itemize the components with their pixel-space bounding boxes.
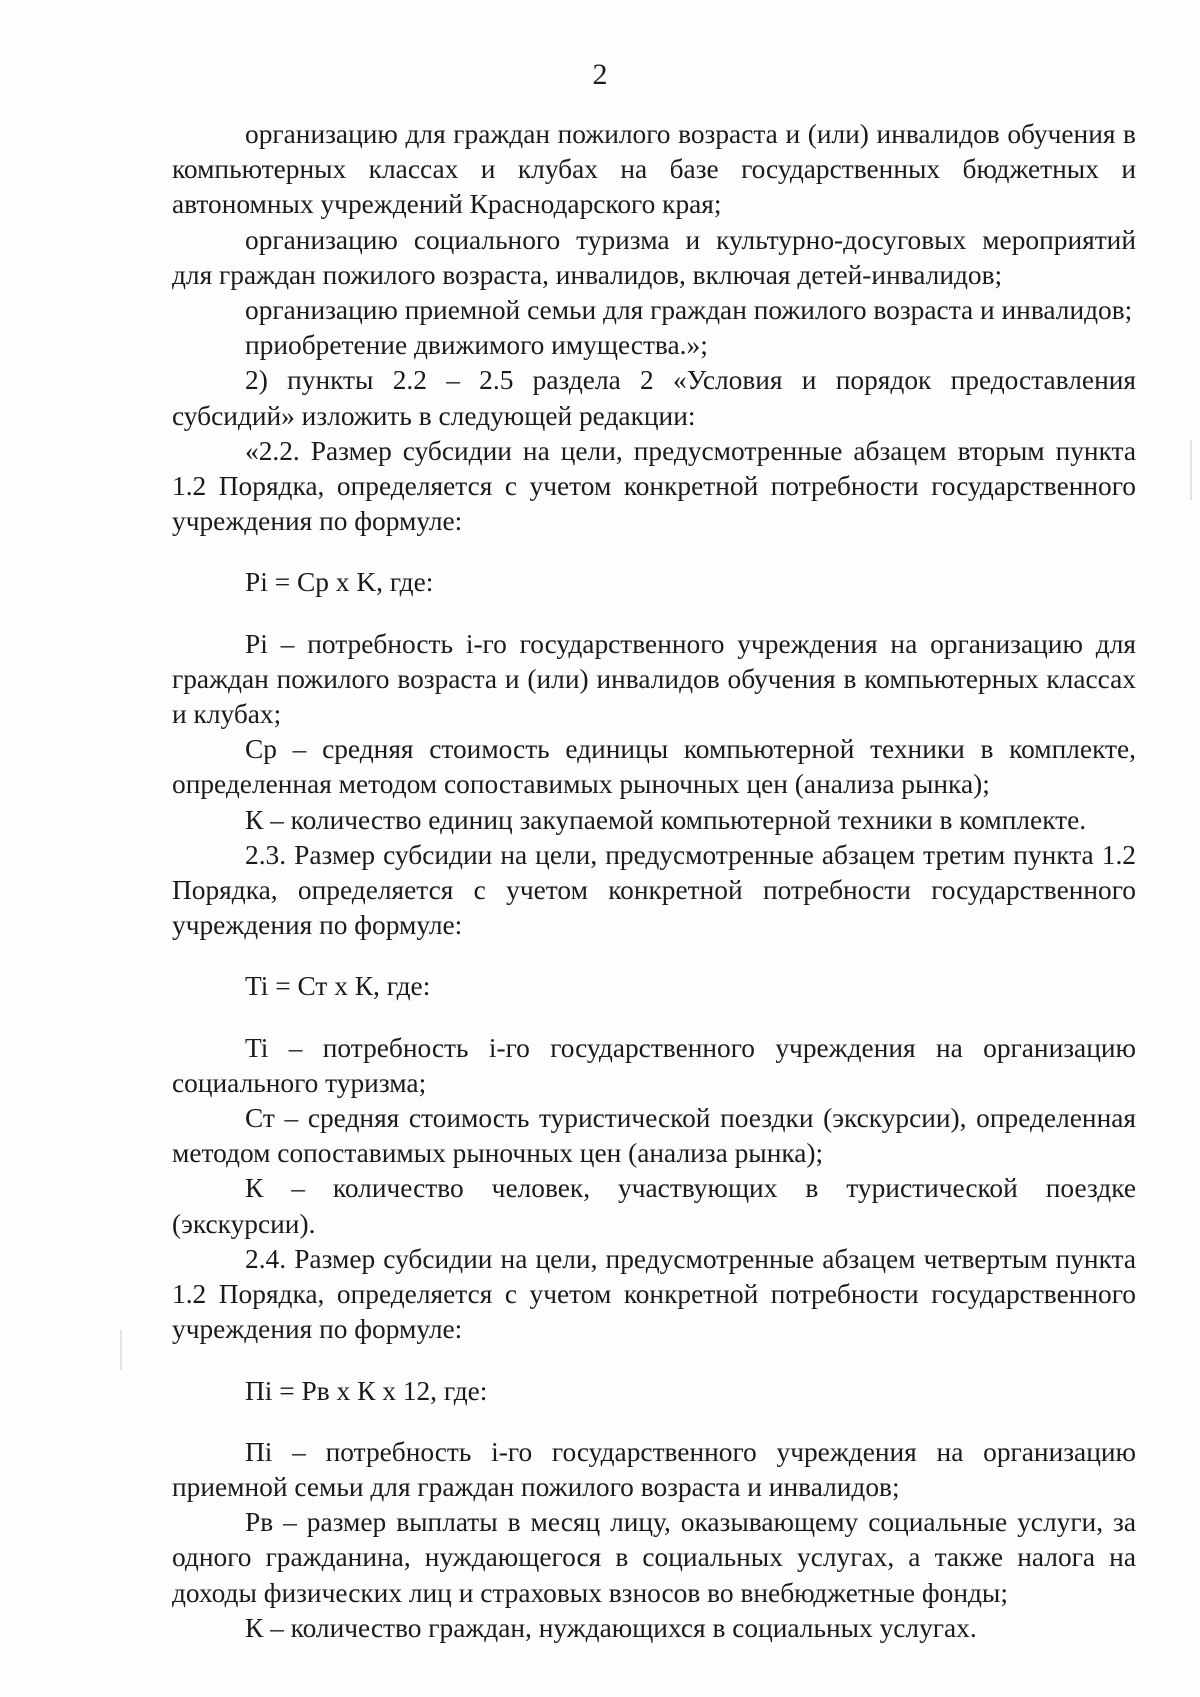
document-body	[172, 117, 1136, 1646]
page-number: 2	[592, 58, 608, 91]
formula: Пi = Рв х К х 12, где:	[245, 1375, 488, 1406]
scan-artifact	[120, 1330, 122, 1370]
paragraph: 2.4. Размер субсидии на цели, предусмотренные абзацем четвертым пункта 1.2 Порядка, определяется с учетом конкретной потребности государственного учреждения по формуле:	[172, 1243, 1136, 1345]
paragraph: Ср – средняя стоимость единицы компьютерной техники в комплекте, определенная методом сопоставимых рыночных цен (анализа рынка);	[172, 734, 1136, 800]
paragraph: приобретение движимого имущества.»;	[245, 330, 708, 361]
paragraph: Pi – потребность i-го государственного учреждения на организацию для граждан пожилого возраста и (или) инвалидов обучения в компьютерных классах и клубах;	[172, 628, 1136, 730]
paragraph: К – количество человек, участвующих в туристической поездке (экскурсии).	[172, 1173, 1136, 1239]
paragraph: организацию социального туризма и культурно-досуговых мероприятий для граждан пожилого возраста, инвалидов, включая детей-инвалидов;	[172, 224, 1136, 290]
paragraph: Пi – потребность i-го государственного учреждения на организацию приемной семьи для граждан пожилого возраста и инвалидов;	[172, 1436, 1136, 1502]
formula: Ti = Ст х К, где:	[245, 971, 431, 1002]
paragraph: Рв – размер выплаты в месяц лицу, оказывающему социальные услуги, за одного гражданина, нуждающегося в социальных услугах, а также налога на доходы физических лиц и страховых взносов во внебюджетные фонды;	[172, 1507, 1136, 1608]
paragraph: К – количество единиц закупаемой компьютерной техники в комплекте.	[245, 804, 1087, 835]
paragraph: 2) пункты 2.2 – 2.5 раздела 2 «Условия и порядок предоставления субсидий» изложить в следующей редакции:	[172, 365, 1136, 431]
paragraph: «2.2. Размер субсидии на цели, предусмотренные абзацем вторым пункта 1.2 Порядка, определяется с учетом конкретной потребности государственного учреждения по формуле:	[172, 435, 1136, 537]
paragraph: Ti – потребность i-го государственного учреждения на организацию социального туризма;	[172, 1032, 1136, 1098]
paragraph: организацию приемной семьи для граждан пожилого возраста и инвалидов;	[245, 295, 1133, 326]
paragraph: 2.3. Размер субсидии на цели, предусмотренные абзацем третим пункта 1.2 Порядка, определяется с учетом конкретной потребности государственного учреждения по формуле:	[172, 839, 1136, 941]
paragraph: К – количество граждан, нуждающихся в социальных услугах.	[245, 1612, 977, 1643]
paragraph: Ст – средняя стоимость туристической поездки (экскурсии), определенная методом сопоставимых рыночных цен (анализа рынка);	[172, 1103, 1136, 1169]
paragraph: организацию для граждан пожилого возраста и (или) инвалидов обучения в компьютерных классах и клубах на базе государственных бюджетных и автономных учреждений Краснодарского края;	[172, 119, 1136, 220]
scan-artifact	[1190, 440, 1192, 500]
formula: Pi = Cp x K, где:	[245, 567, 434, 598]
